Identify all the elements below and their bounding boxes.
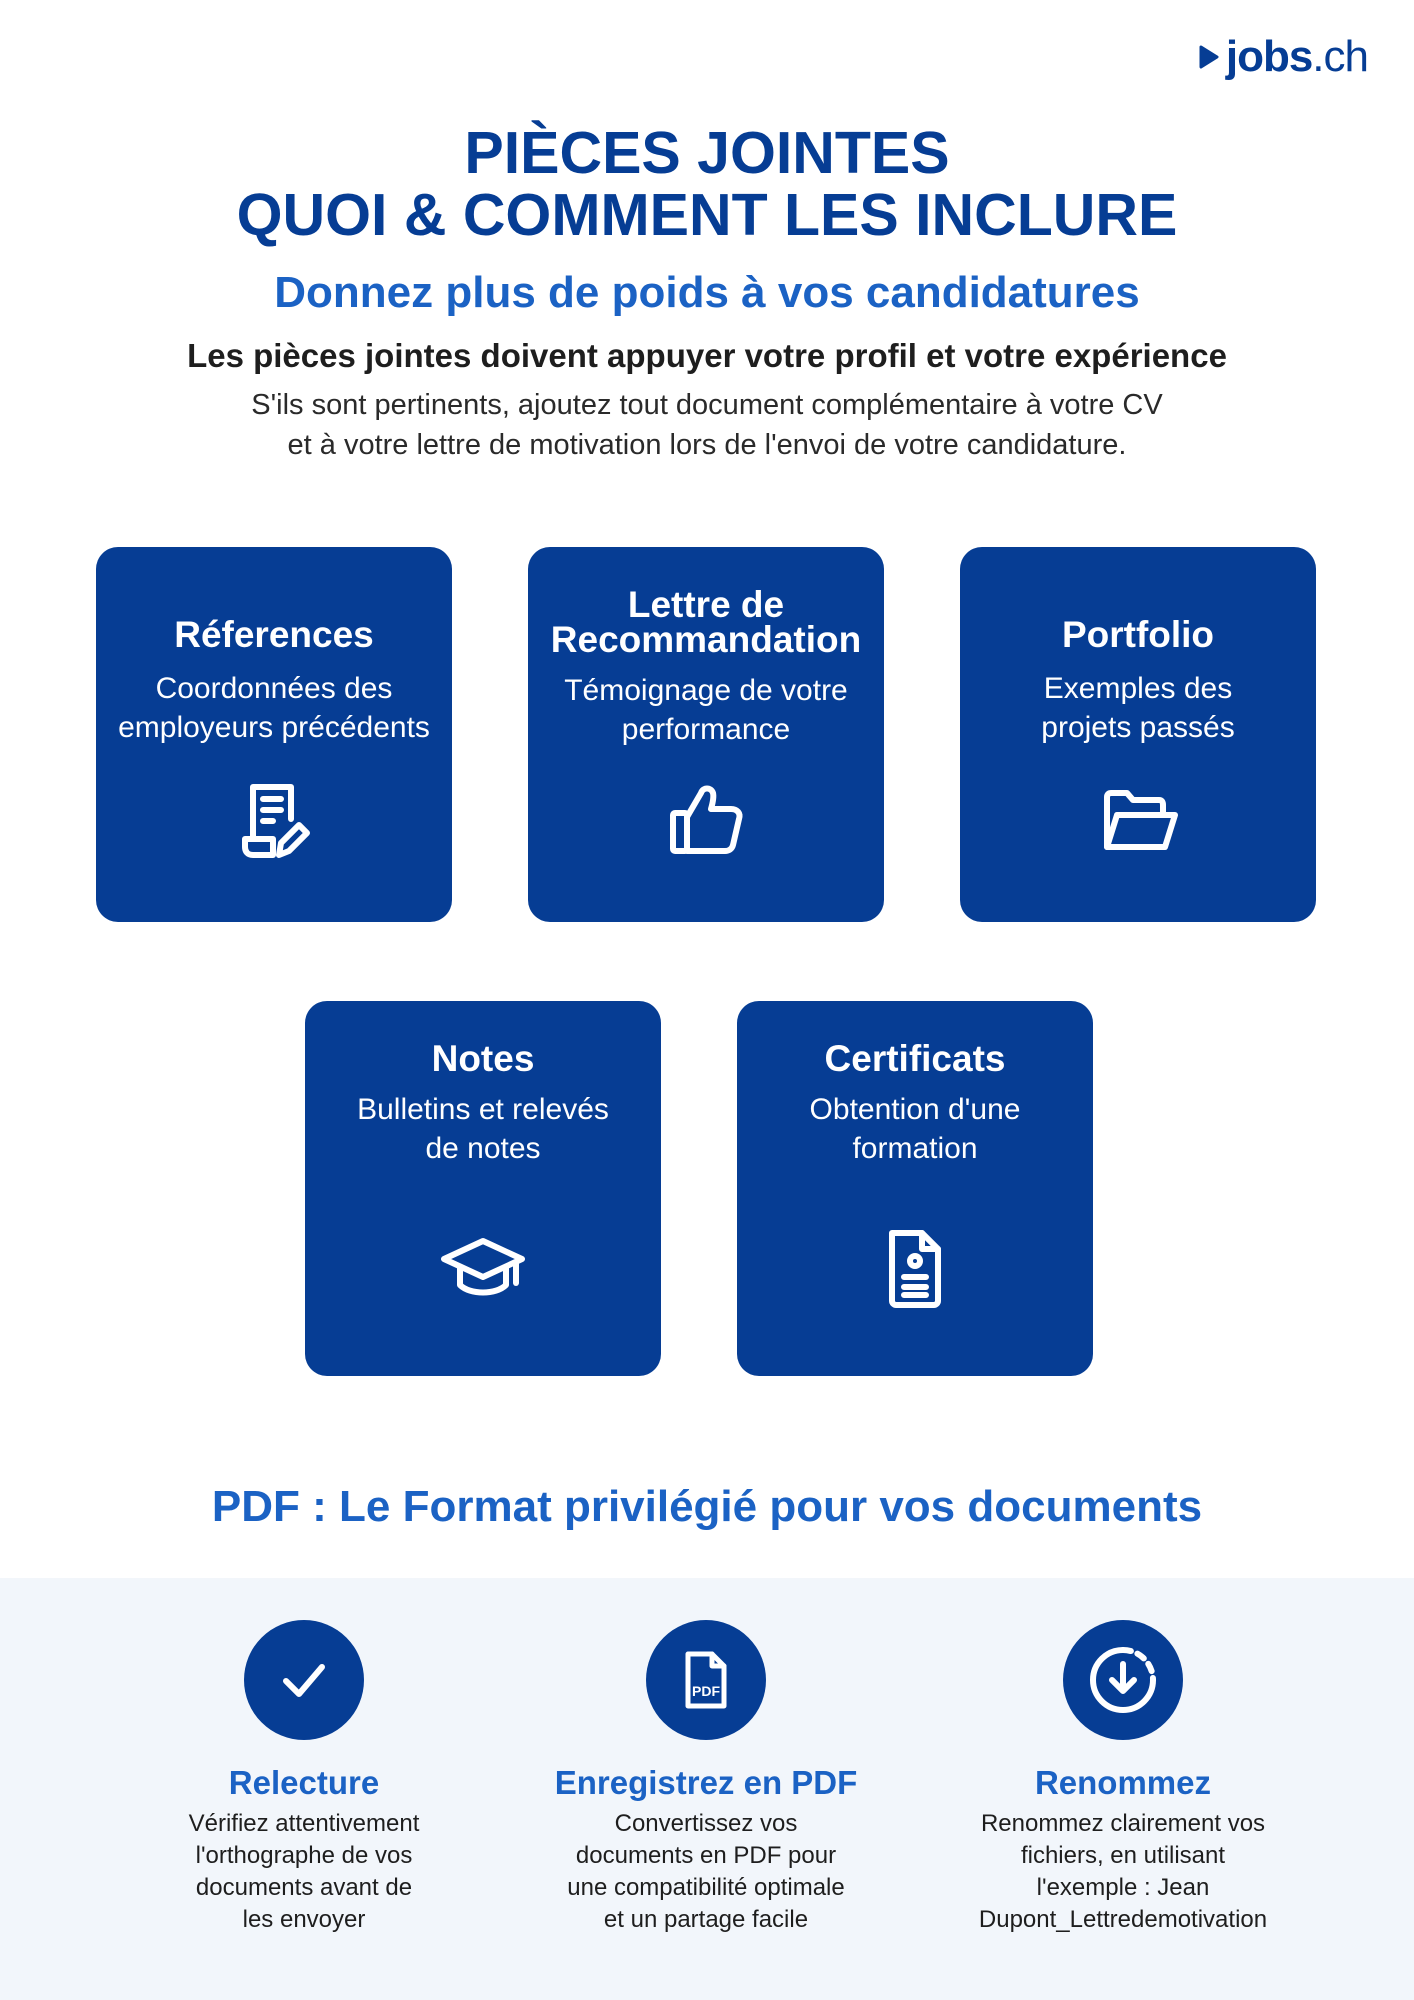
pdf-section-heading: PDF : Le Format privilégié pour vos documents [211, 1482, 1203, 1531]
card-portfolio [960, 547, 1316, 922]
card-certificates [737, 1001, 1093, 1376]
card-grades [305, 1001, 661, 1376]
card-title: Certificats [824, 1038, 1006, 1079]
logo-text: jobs.ch [1225, 32, 1368, 81]
tip-save-pdf [541, 1620, 871, 1936]
download-circle-icon [1063, 1620, 1183, 1740]
card-title: Notes [431, 1038, 535, 1079]
play-arrow-icon [1198, 44, 1220, 70]
card-title: Réferences [174, 614, 374, 655]
tip-text: Convertissez vos documents en PDF pour une compatibilité optimale et un partage facile [567, 1810, 845, 1933]
page-subtitle: Donnez plus de poids à vos candidatures [274, 268, 1140, 317]
card-description: Bulletins et relevés de notes [357, 1093, 609, 1165]
card-description: Obtention d'une formation [809, 1093, 1021, 1165]
tip-title: Renommez [1034, 1764, 1212, 1801]
tip-proofread [139, 1620, 469, 1936]
card-description: Témoignage de votre performance [564, 674, 848, 746]
checkmark-icon [244, 1620, 364, 1740]
tip-text: Vérifiez attentivement l'orthographe de vos documents avant de les envoyer [188, 1810, 420, 1933]
card-references [96, 547, 452, 922]
lead-text: Les pièces jointes doivent appuyer votre profil et votre expérience [187, 337, 1227, 374]
card-title: Lettre de Recommandation [550, 584, 862, 660]
tip-text: Renommez clairement vos fichiers, en utilisant l'exemple : Jean Dupont_Lettredemotivation [978, 1810, 1268, 1933]
card-recommendation-letter [528, 547, 884, 922]
jobs-ch-logo [1198, 32, 1368, 82]
tip-title: Enregistrez en PDF [554, 1764, 858, 1801]
svg-text:PDF: PDF [692, 1683, 720, 1699]
card-description: Exemples des projets passés [1041, 672, 1235, 744]
tip-title: Relecture [228, 1764, 380, 1801]
certificate-file-icon [870, 1223, 960, 1313]
document-pen-icon [229, 775, 319, 865]
thumbs-up-icon [661, 775, 751, 865]
folder-open-icon [1093, 775, 1183, 865]
tip-rename [958, 1620, 1288, 1936]
graduation-cap-icon [438, 1223, 528, 1313]
page-title: PIÈCES JOINTES QUOI & COMMENT LES INCLURE [236, 120, 1178, 248]
card-title: Portfolio [1061, 614, 1215, 655]
pdf-file-icon [646, 1620, 766, 1740]
intro-text: S'ils sont pertinents, ajoutez tout document complémentaire à votre CV et à votre lettre de motivation lors de l'envoi de votre candidature. [251, 389, 1163, 461]
card-description: Coordonnées des employeurs précédents [118, 672, 430, 744]
